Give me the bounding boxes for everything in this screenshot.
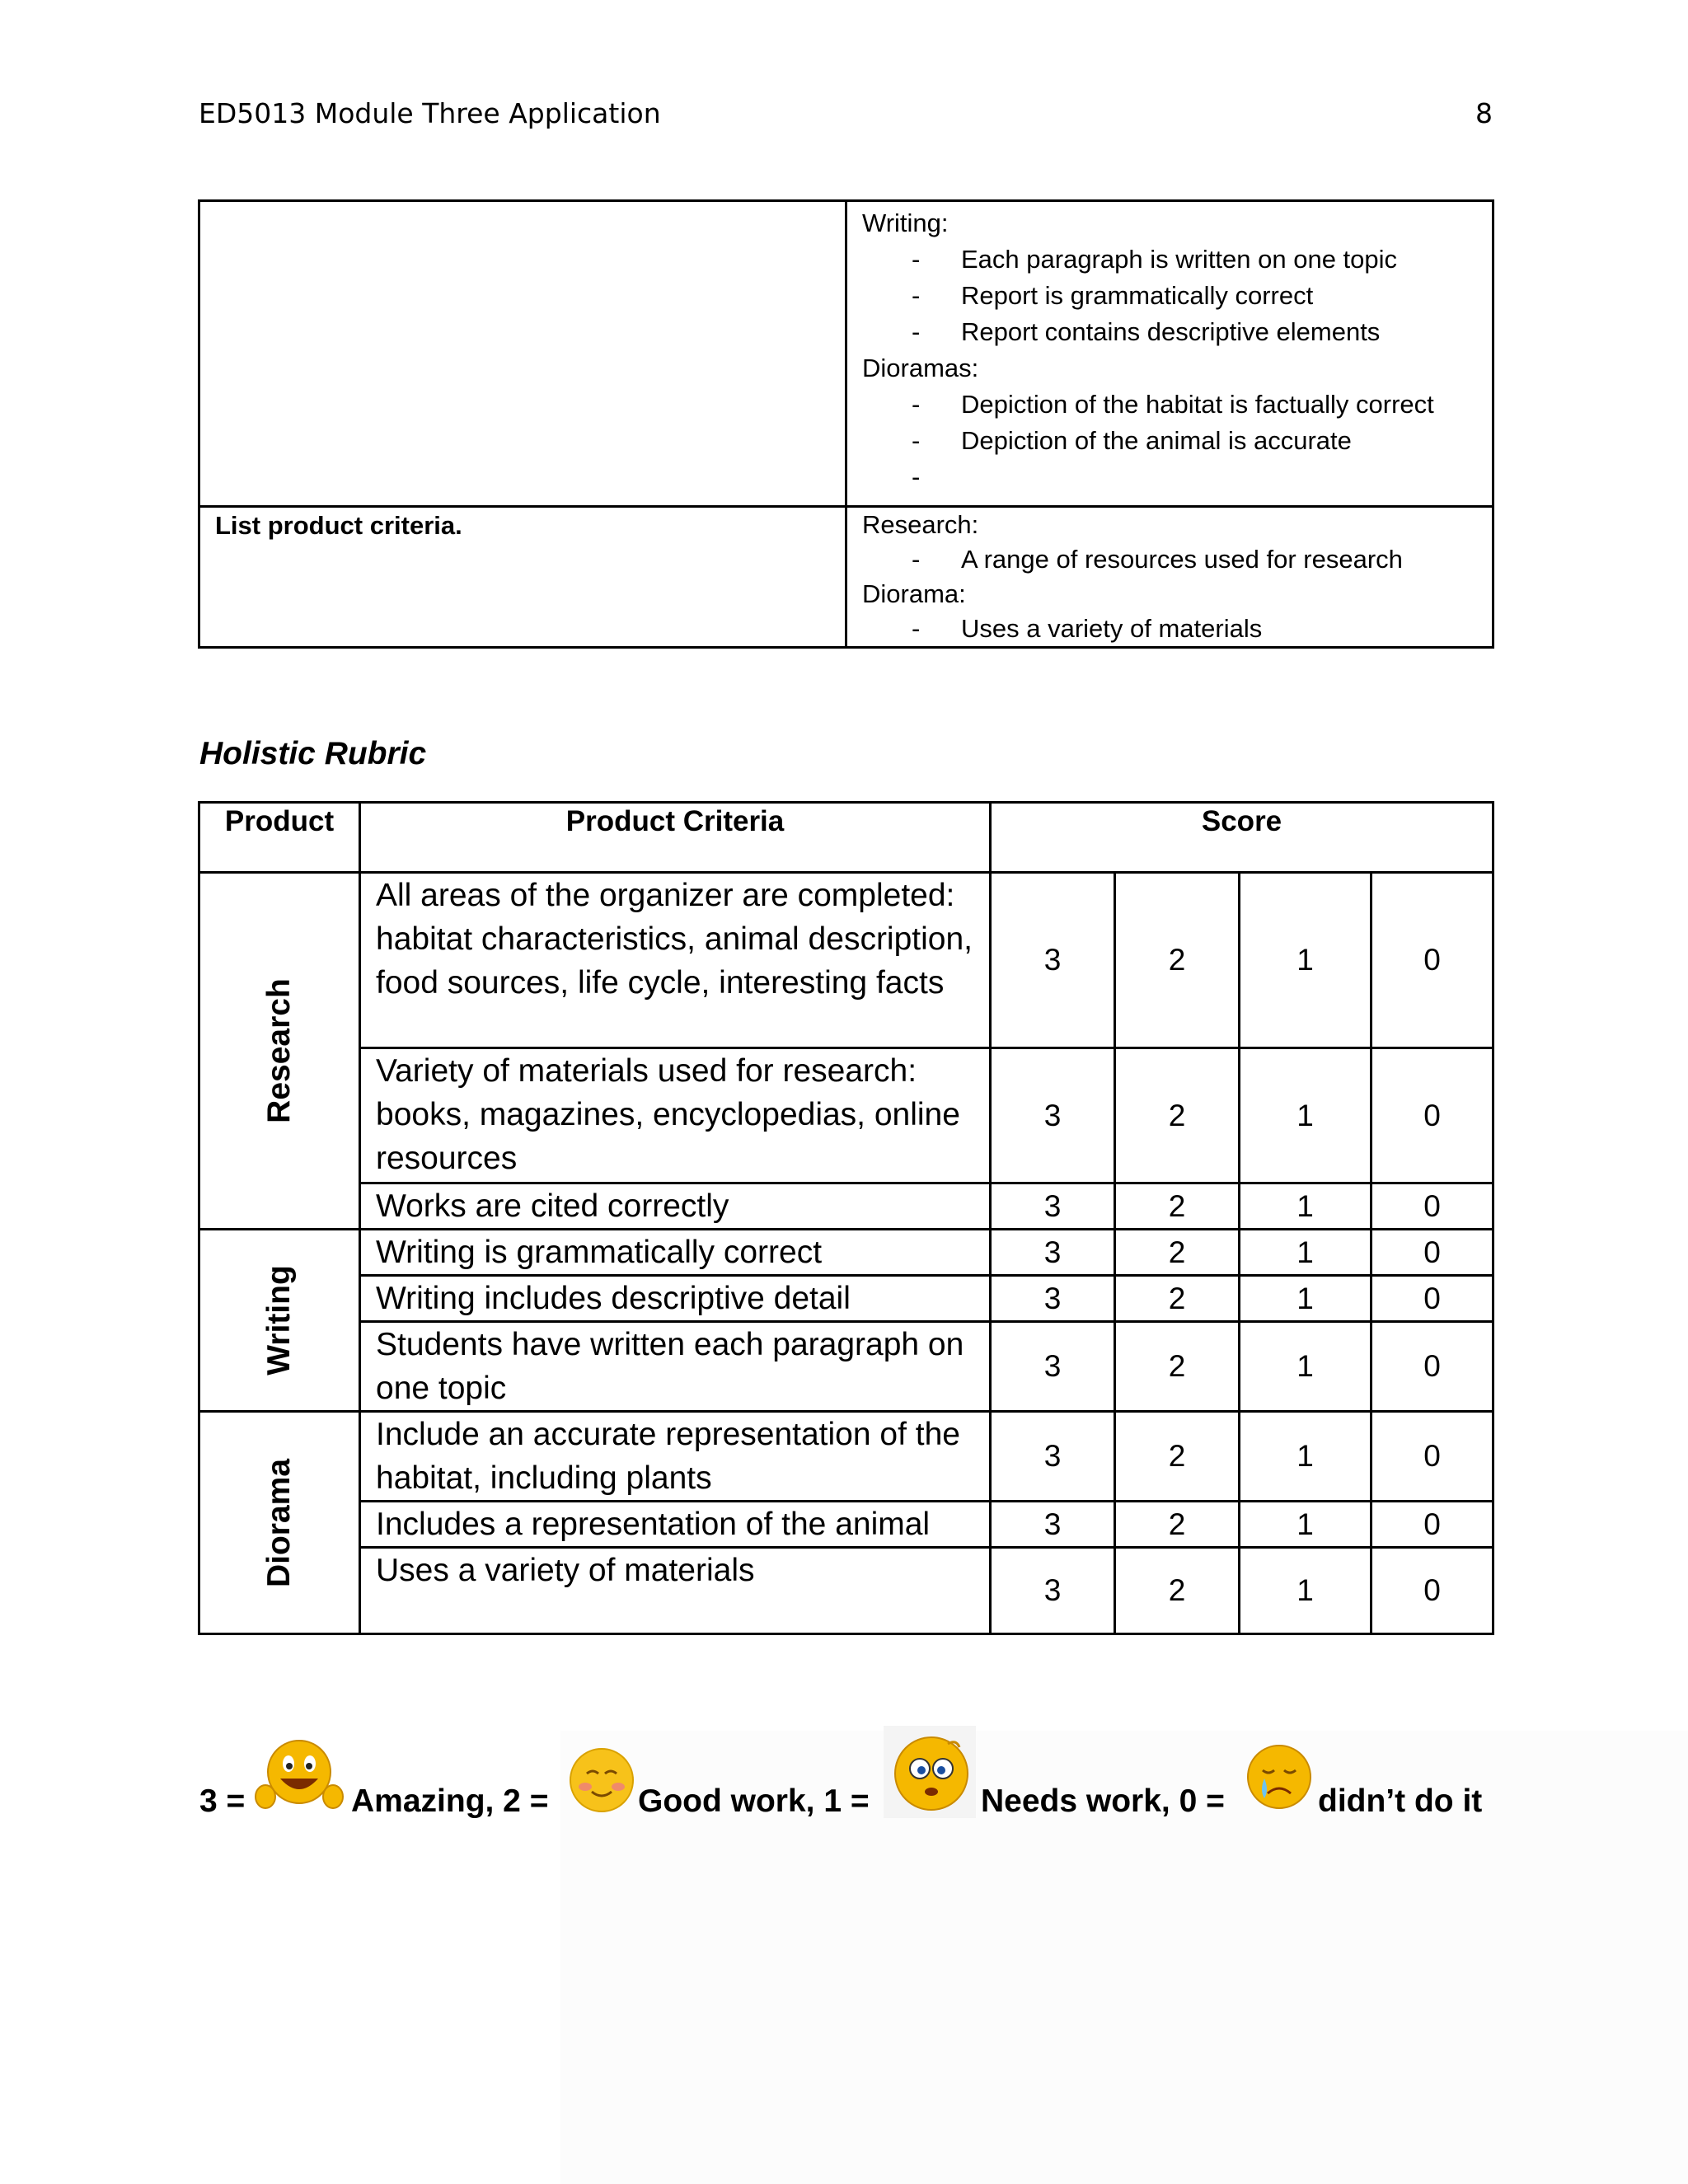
list-item: - Uses a variety of materials <box>912 614 1263 643</box>
table-row <box>199 1183 1493 1230</box>
score-cell: 0 <box>1372 1183 1493 1230</box>
score-cell: 2 <box>1115 1276 1240 1322</box>
criteria-cell: Variety of materials used for research: books, magazines, encyclopedias, online resources <box>360 1048 991 1183</box>
score-cell: 2 <box>1115 1548 1240 1634</box>
score-cell: 3 <box>991 1322 1115 1412</box>
list-item: - Depiction of the habitat is factually correct <box>912 390 1434 419</box>
score-cell: 0 <box>1372 1048 1493 1183</box>
table-row <box>199 873 1493 1048</box>
score-cell: 2 <box>1115 1502 1240 1548</box>
group-heading: Diorama: <box>862 579 966 608</box>
group-heading: Writing: <box>862 209 949 237</box>
table-row <box>199 1048 1493 1183</box>
group-heading: Dioramas: <box>862 354 979 382</box>
score-cell: 3 <box>991 873 1115 1048</box>
score-cell: 3 <box>991 1276 1115 1322</box>
writing-dioramas-criteria: Writing: - Each paragraph is written on one topic - Report is grammatically correct - Report contains descriptive elements Dioramas: - Depiction of the habitat is factually correct - Depiction of the animal is accurate - <box>847 202 1492 459</box>
thumbs-up-smiley-icon <box>254 1737 345 1815</box>
criteria-cell: Students have written each paragraph on one topic <box>360 1322 991 1412</box>
criteria-cell: Writing is grammatically correct <box>360 1230 991 1276</box>
score-cell: 1 <box>1240 1183 1372 1230</box>
score-cell: 2 <box>1115 873 1240 1048</box>
score-cell: 2 <box>1115 1412 1240 1502</box>
top-table-right-cell <box>846 507 1493 648</box>
score-cell: 0 <box>1372 1230 1493 1276</box>
group-heading: Research: <box>862 510 979 539</box>
list-item: - Each paragraph is written on one topic <box>912 245 1398 274</box>
header-criteria: Product Criteria <box>360 803 991 873</box>
top-table-left-cell <box>199 201 846 507</box>
score-cell: 1 <box>1240 1048 1372 1183</box>
score-cell: 1 <box>1240 1230 1372 1276</box>
header-product: Product <box>199 803 360 873</box>
score-cell: 0 <box>1372 1322 1493 1412</box>
score-cell: 2 <box>1115 1183 1240 1230</box>
score-cell: 1 <box>1240 1322 1372 1412</box>
score-legend <box>198 1726 1500 1825</box>
score-cell: 3 <box>991 1548 1115 1634</box>
page-number: 8 <box>1475 97 1493 129</box>
criteria-cell: Includes a representation of the animal <box>360 1502 991 1548</box>
score-cell: 2 <box>1115 1048 1240 1183</box>
list-item: - Report contains descriptive elements <box>912 317 1381 346</box>
criteria-cell: Writing includes descriptive detail <box>360 1276 991 1322</box>
score-cell: 0 <box>1372 1412 1493 1502</box>
score-cell: 1 <box>1240 873 1372 1048</box>
table-row <box>199 1276 1493 1322</box>
score-cell: 2 <box>1115 1322 1240 1412</box>
legend-label-amazing: Amazing, 2 = <box>351 1783 549 1819</box>
top-table-label-cell <box>199 507 846 648</box>
table-row <box>199 1502 1493 1548</box>
criteria-cell: All areas of the organizer are completed: habitat characteristics, animal description, food sources, life cycle, interesting facts <box>360 873 991 1048</box>
score-cell: 0 <box>1372 1548 1493 1634</box>
score-cell: 3 <box>991 1048 1115 1183</box>
criteria-cell: Works are cited correctly <box>360 1183 991 1230</box>
score-cell: 1 <box>1240 1276 1372 1322</box>
score-cell: 1 <box>1240 1548 1372 1634</box>
score-cell: 3 <box>991 1230 1115 1276</box>
product-cell-writing: Writing <box>199 1230 360 1412</box>
score-cell: 0 <box>1372 1276 1493 1322</box>
criteria-cell: Uses a variety of materials <box>360 1548 991 1634</box>
legend-label-didnt-do-it: didn’t do it <box>1318 1783 1483 1819</box>
thinking-smiley-icon <box>884 1726 976 1818</box>
blushing-smiley-icon <box>567 1746 636 1815</box>
score-cell: 0 <box>1372 1502 1493 1548</box>
score-cell: 1 <box>1240 1502 1372 1548</box>
product-criteria-table <box>198 199 1494 649</box>
score-cell: 2 <box>1115 1230 1240 1276</box>
score-cell: 1 <box>1240 1412 1372 1502</box>
list-item: - Depiction of the animal is accurate <box>912 426 1352 455</box>
rubric-title: Holistic Rubric <box>199 736 427 771</box>
table-row <box>199 1548 1493 1634</box>
list-item: - A range of resources used for research <box>912 545 1403 574</box>
score-cell: 3 <box>991 1502 1115 1548</box>
crying-smiley-icon <box>1241 1741 1317 1816</box>
product-cell-diorama: Diorama <box>199 1412 360 1634</box>
document-header-title: ED5013 Module Three Application <box>199 97 661 129</box>
holistic-rubric-table <box>198 801 1494 1635</box>
table-row <box>199 1230 1493 1276</box>
criteria-cell: Include an accurate representation of the habitat, including plants <box>360 1412 991 1502</box>
score-cell: 3 <box>991 1183 1115 1230</box>
score-cell: 0 <box>1372 873 1493 1048</box>
top-table-right-cell <box>846 201 1493 507</box>
table-row <box>199 1322 1493 1412</box>
list-product-criteria-label: List product criteria. <box>215 511 462 540</box>
list-item: - Report is grammatically correct <box>912 281 1314 310</box>
research-diorama-criteria <box>847 508 1492 646</box>
legend-label-needs-work: Needs work, 0 = <box>981 1783 1225 1819</box>
product-cell-research: Research <box>199 873 360 1230</box>
legend-label-good-work: Good work, 1 = <box>638 1783 870 1819</box>
table-row <box>199 1412 1493 1502</box>
legend-prefix: 3 = <box>199 1783 246 1819</box>
header-score: Score <box>991 803 1493 873</box>
score-cell: 3 <box>991 1412 1115 1502</box>
